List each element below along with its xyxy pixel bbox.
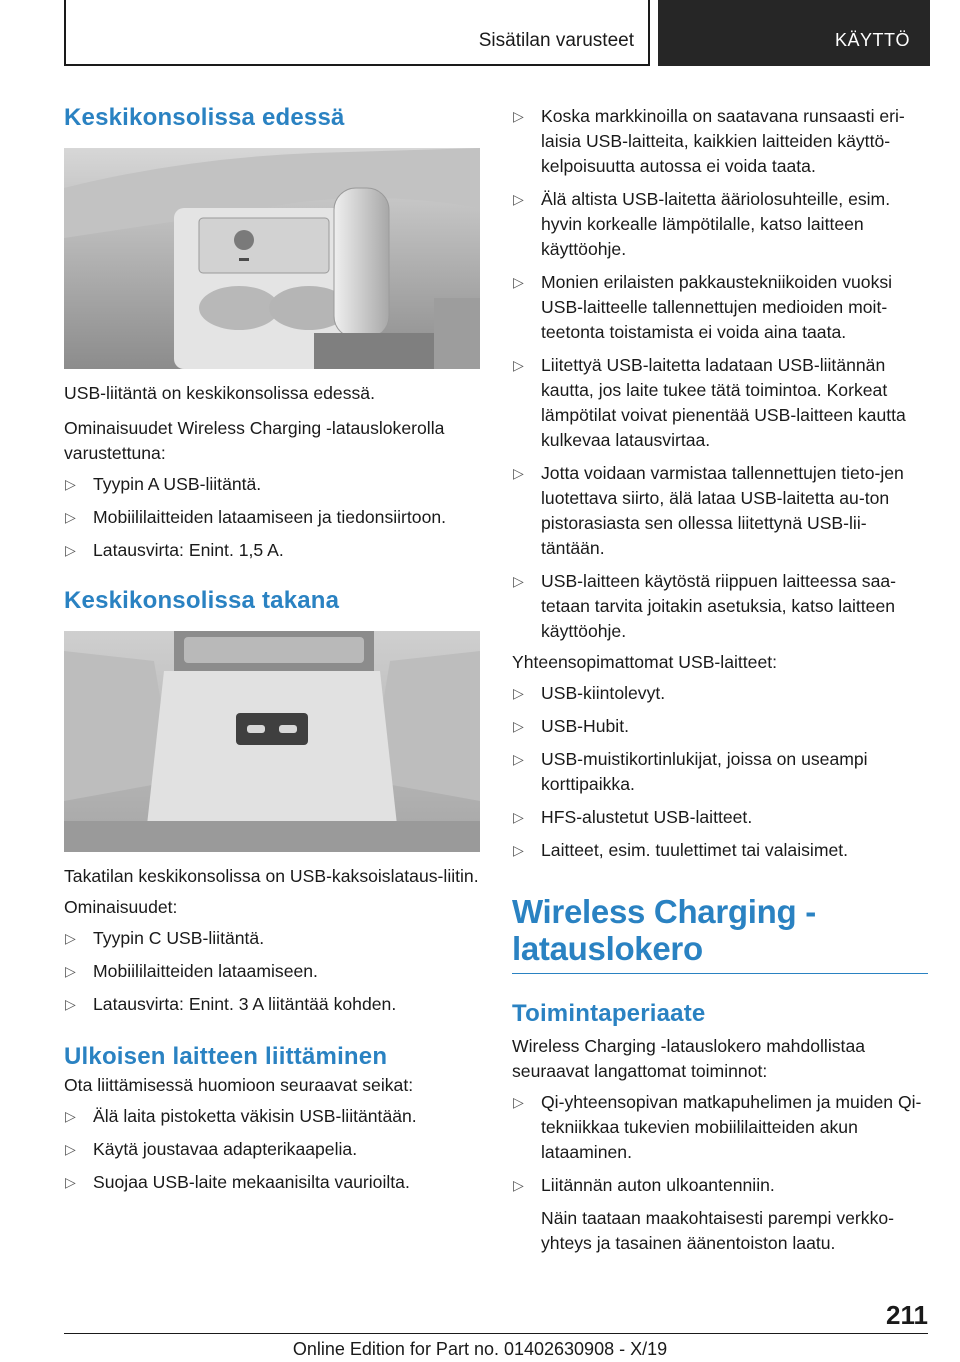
- footer-divider: [64, 1333, 928, 1334]
- bullet-triangle-icon: ▷: [65, 476, 76, 492]
- heading-operating-principle: Toimintaperiaate: [512, 1000, 706, 1027]
- list-item: ▷ Latausvirta: Enint. 3 A liitäntää kohden.: [64, 992, 482, 1017]
- bullet-triangle-icon: ▷: [65, 1141, 76, 1157]
- bullet-triangle-icon: ▷: [65, 509, 76, 525]
- heading-front-console: Keskikonsolissa edessä: [64, 104, 345, 131]
- bullet-triangle-icon: ▷: [513, 1177, 524, 1193]
- incompatible-list: [512, 681, 928, 863]
- list-item: ▷ Koska markkinoilla on saatavana runsaasti eri-laisia USB-laitteita, kaikkien laitteiden käyttö-kelpoisuutta autossa ei voida taata.: [513, 106, 905, 176]
- bullet-triangle-icon: ▷: [65, 542, 76, 558]
- bullet-triangle-icon: ▷: [513, 274, 524, 290]
- list-item: ▷ Liitännän auton ulkoantenniin.: [512, 1173, 928, 1198]
- bullet-triangle-icon: ▷: [65, 963, 76, 979]
- list-item: ▷ USB-kiintolevyt.: [512, 681, 928, 706]
- list-item: ▷ Latausvirta: Enint. 1,5 A.: [64, 538, 482, 563]
- front-console-photo: [64, 148, 480, 369]
- list-item: ▷ HFS-alustetut USB-laitteet.: [512, 805, 928, 830]
- wireless-list: [512, 1090, 928, 1198]
- right-column: [512, 104, 928, 1256]
- bullet-triangle-icon: ▷: [513, 718, 524, 734]
- bullet-triangle-icon: ▷: [513, 1094, 524, 1110]
- bullet-triangle-icon: ▷: [513, 108, 524, 124]
- rear-caption: Takatilan keskikonsolissa on USB-kaksoislataus-liitin.: [64, 866, 479, 886]
- header-chapter-box: [658, 0, 930, 66]
- list-item: ▷ Monien erilaisten pakkaustekniikoiden vuoksi USB-laitteelle tallennettujen medioiden moit-teetonta toistamista ei voida aina taata.: [513, 272, 893, 342]
- bullet-triangle-icon: ▷: [65, 996, 76, 1012]
- front-intro: Ominaisuudet Wireless Charging -latauslokerolla varustettuna:: [64, 418, 445, 463]
- header-section-box: [64, 0, 650, 66]
- bullet-triangle-icon: ▷: [513, 842, 524, 858]
- list-item: ▷ Suojaa USB-laite mekaanisilta vaurioilta.: [64, 1170, 482, 1195]
- rear-intro: Ominaisuudet:: [64, 897, 178, 917]
- rear-console-photo: [64, 631, 480, 852]
- heading-wireless-charging: Wireless Charging -latauslokero: [512, 893, 928, 974]
- bullet-triangle-icon: ▷: [65, 1108, 76, 1124]
- bullet-triangle-icon: ▷: [513, 685, 524, 701]
- bullet-triangle-icon: ▷: [513, 357, 524, 373]
- bullet-triangle-icon: ▷: [513, 465, 524, 481]
- list-item: ▷ Liitettyä USB-laitetta ladataan USB-liitännän kautta, jos laite tukee tätä toimintoa. Korkeat lämpötilat voivat pienentää USB-laitteen kautta kulkevaa latausvirtaa.: [513, 355, 906, 450]
- external-list: [64, 1104, 482, 1195]
- rear-features-list: [64, 926, 482, 1017]
- list-item: ▷ Laitteet, esim. tuulettimet tai valaisimet.: [512, 838, 928, 863]
- list-item: ▷ Käytä joustavaa adapterikaapelia.: [64, 1137, 482, 1162]
- list-item: ▷ Tyypin A USB-liitäntä.: [64, 472, 482, 497]
- page-number: 211: [886, 1300, 928, 1330]
- header-section-title: Sisätilan varusteet: [478, 30, 634, 51]
- front-caption: USB-liitäntä on keskikonsolissa edessä.: [64, 383, 375, 403]
- bullet-triangle-icon: ▷: [513, 573, 524, 589]
- bullet-triangle-icon: ▷: [65, 930, 76, 946]
- list-item: ▷ USB-Hubit.: [512, 714, 928, 739]
- bullet-triangle-icon: ▷: [65, 1174, 76, 1190]
- list-item: ▷ Mobiililaitteiden lataamiseen.: [64, 959, 482, 984]
- list-item: ▷ Mobiililaitteiden lataamiseen ja tiedonsiirtoon.: [64, 505, 482, 530]
- list-item: ▷ USB-muistikortinlukijat, joissa on useampi korttipaikka.: [513, 749, 868, 794]
- wireless-note: Näin taataan maakohtaisesti parempi verkko-yhteys ja tasainen äänentoiston laatu.: [541, 1208, 895, 1253]
- wireless-intro: Wireless Charging -latauslokero mahdollistaa seuraavat langattomat toiminnot:: [512, 1036, 866, 1081]
- usb-notes-list: [512, 104, 928, 644]
- list-item: ▷ Tyypin C USB-liitäntä.: [64, 926, 482, 951]
- bullet-triangle-icon: ▷: [513, 751, 524, 767]
- bullet-triangle-icon: ▷: [513, 809, 524, 825]
- front-features-list: [64, 472, 482, 563]
- footer-edition: Online Edition for Part no. 01402630908 - X/19: [292, 1339, 668, 1359]
- list-item: ▷ Älä laita pistoketta väkisin USB-liitäntään.: [64, 1104, 482, 1129]
- left-column: [64, 98, 482, 1195]
- bullet-triangle-icon: ▷: [513, 191, 524, 207]
- list-item: ▷ Jotta voidaan varmistaa tallennettujen tieto-jen luotettava siirto, älä lataa USB-laitetta au-ton pistorasiasta sen ollessa liitettynä USB-lii-täntään.: [513, 463, 904, 558]
- list-item: ▷ USB-laitteen käytöstä riippuen laitteessa saa-tetaan tarvita joitakin asetuksia, katso laitteen käyttöohje.: [513, 571, 896, 641]
- header-chapter-title: KÄYTTÖ: [834, 30, 910, 50]
- list-item: ▷ Älä altista USB-laitetta ääriolosuhteille, esim. hyvin korkealle lämpötilalle, katso laitteen käyttöohje.: [513, 189, 891, 259]
- incompatible-intro: Yhteensopimattomat USB-laitteet:: [512, 652, 778, 672]
- heading-rear-console: Keskikonsolissa takana: [64, 587, 340, 614]
- list-item: ▷ Qi-yhteensopivan matkapuhelimen ja muiden Qi-tekniikkaa tukevien mobiililaitteiden akun lataaminen.: [513, 1092, 922, 1162]
- heading-external-device: Ulkoisen laitteen liittäminen: [64, 1043, 388, 1070]
- external-intro: Ota liittämisessä huomioon seuraavat seikat:: [64, 1075, 414, 1095]
